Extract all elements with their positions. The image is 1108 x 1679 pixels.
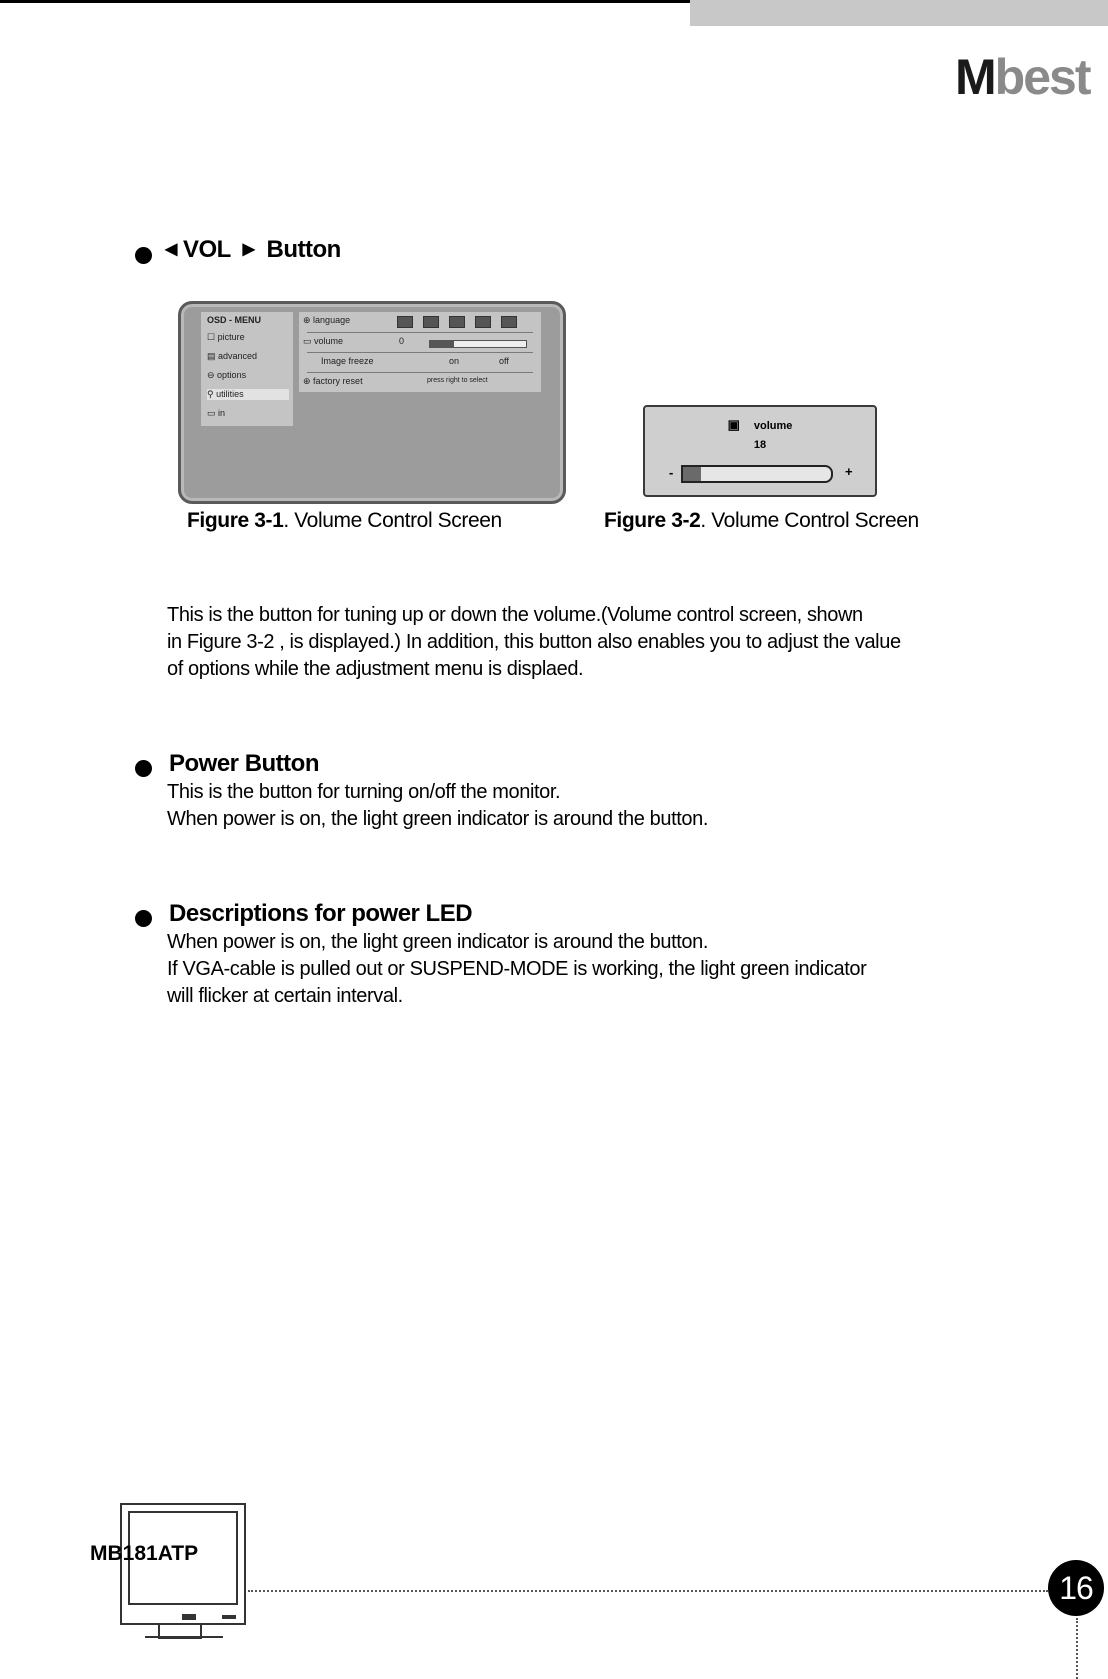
utilities-icon: ⚲ [207, 389, 217, 399]
footer-vertical-dotted-line [1076, 1618, 1078, 1679]
advanced-icon: ▤ [207, 351, 219, 361]
bullet-icon [135, 910, 152, 927]
osd-volume-bar [429, 340, 527, 348]
model-number: MB181ATP [90, 1542, 199, 1565]
osd-options-panel [299, 312, 541, 392]
power-button-heading: Power Button [169, 750, 319, 777]
osd-freeze-on: on [449, 356, 460, 366]
bullet-icon [135, 760, 152, 777]
figure-2-caption: Figure 3-2. Volume Control Screen [604, 509, 919, 532]
osd-row-language: ⊕ language [303, 315, 351, 325]
options-icon: ⊖ [207, 370, 218, 380]
volume-plus: + [845, 464, 853, 479]
osd-row-reset: ⊕ factory reset [303, 376, 363, 386]
osd-menu-item: ▤ advanced [207, 351, 258, 361]
header-bar [690, 0, 1108, 26]
left-arrow-icon: ◀ [165, 241, 177, 258]
led-description: When power is on, the light green indicator is around the button. If VGA-cable is pulled out or SUSPEND-MODE is working, the light green indicator will flicker at certain interval. [167, 931, 867, 1007]
picture-icon: ☐ [207, 332, 218, 342]
brand-logo: Mbest [955, 49, 1090, 105]
globe-icon: ⊕ [303, 315, 314, 325]
osd-menu-screen [178, 301, 566, 504]
language-flag-icon [449, 316, 465, 328]
volume-minus: - [669, 465, 674, 480]
volume-slider-fill [683, 467, 701, 481]
language-flag-icon [475, 316, 491, 328]
page-number: 16 [1048, 1560, 1104, 1616]
osd-volume-fill [430, 341, 454, 347]
osd-row-volume: ▭ volume [303, 336, 344, 346]
power-description: This is the button for turning on/off the monitor. When power is on, the light green indicator is around the button. [167, 781, 709, 830]
osd-freeze-off: off [499, 356, 509, 366]
divider [307, 352, 533, 353]
volume-icon: ▣ [727, 417, 740, 432]
volume-value: 18 [753, 439, 767, 451]
right-arrow-icon: ▶ [242, 241, 255, 258]
osd-menu-item-selected: ⚲ utilities [207, 389, 289, 400]
osd-title: OSD - MENU [207, 315, 261, 325]
osd-menu-item: ⊖ options [207, 370, 247, 380]
language-flag-icon [397, 316, 413, 328]
monitor-base [145, 1636, 223, 1638]
input-icon: ▭ [207, 408, 219, 418]
language-flag-icon [423, 316, 439, 328]
vol-button-heading: ◀ VOL ▶ Button [165, 236, 341, 263]
led-heading: Descriptions for power LED [169, 900, 473, 927]
footer-dotted-line [248, 1590, 1048, 1592]
osd-menu-panel [201, 312, 293, 426]
top-rule [0, 0, 690, 3]
vol-description: This is the button for tuning up or down the volume.(Volume control screen, shown in Figure 3-2 , is displayed.) In addition, this button also enables you to adjust the value of options while the adjustment menu is displaed. [167, 604, 901, 680]
volume-slider [681, 465, 833, 483]
divider [307, 372, 533, 373]
figure-1-caption: Figure 3-1. Volume Control Screen [187, 509, 502, 532]
osd-reset-hint: press right to select [427, 377, 488, 384]
volume-icon: ▭ [303, 336, 315, 346]
reset-icon: ⊕ [303, 376, 314, 386]
osd-menu-item: ▭ in [207, 408, 226, 418]
volume-title: ▣ volume [727, 417, 793, 432]
language-flag-icon [501, 316, 517, 328]
divider [307, 332, 533, 333]
osd-menu-item: ☐ picture [207, 332, 245, 342]
osd-row-freeze: Image freeze [321, 356, 374, 366]
bullet-icon [135, 247, 152, 264]
osd-volume-min: 0 [399, 336, 405, 346]
volume-control-screen [643, 405, 877, 497]
